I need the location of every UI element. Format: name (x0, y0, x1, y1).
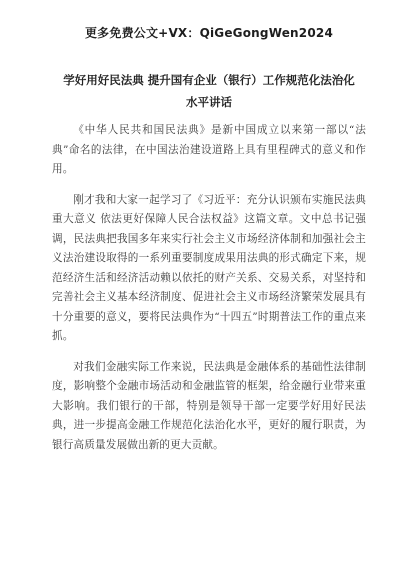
title-line-1: 学好用好民法典 提升国有企业（银行）工作规范化法治化 (63, 73, 355, 87)
page-header: 更多免费公文+VX：QiGeGongWen2024 (84, 26, 333, 40)
document-body (52, 121, 366, 455)
document-title (52, 69, 366, 113)
paragraph-1: 《中华人民共和国民法典》是新中国成立以来第一部以“法典”命名的法律，在中国法治建设道路上具有里程碑式的意义和作用。 (52, 124, 366, 175)
paragraph-2: 刚才我和大家一起学习了《习近平：充分认识颁布实施民法典重大意义 依法更好保障人民合法权益》这篇文章。文中总书记强调，民法典把我国多年来实行社会主义市场经济体制和加强社会主义法治建设取得的一系列重要制度成果用法典的形式确定下来，规范经济生活和经济活动赖以依托的财产关系、交易关系，对坚持和完善社会主义基本经济制度、促进社会主义市场经济繁荣发展具有十分重要的意义，要将民法典作为“十四五”时期普法工作的重点来抓。 (52, 193, 366, 342)
paragraph-3: 对我们金融实际工作来说，民法典是金融体系的基础性法律制度，影响整个金融市场活动和金融监管的框架，给金融行业带来重大影响。我们银行的干部，特别是领导干部一定要学好用好民法典，进一步提高金融工作规范化法治化水平，更好的履行职责，为银行高质量发展做出新的更大贡献。 (52, 360, 366, 451)
title-line-2: 水平讲话 (186, 95, 232, 109)
